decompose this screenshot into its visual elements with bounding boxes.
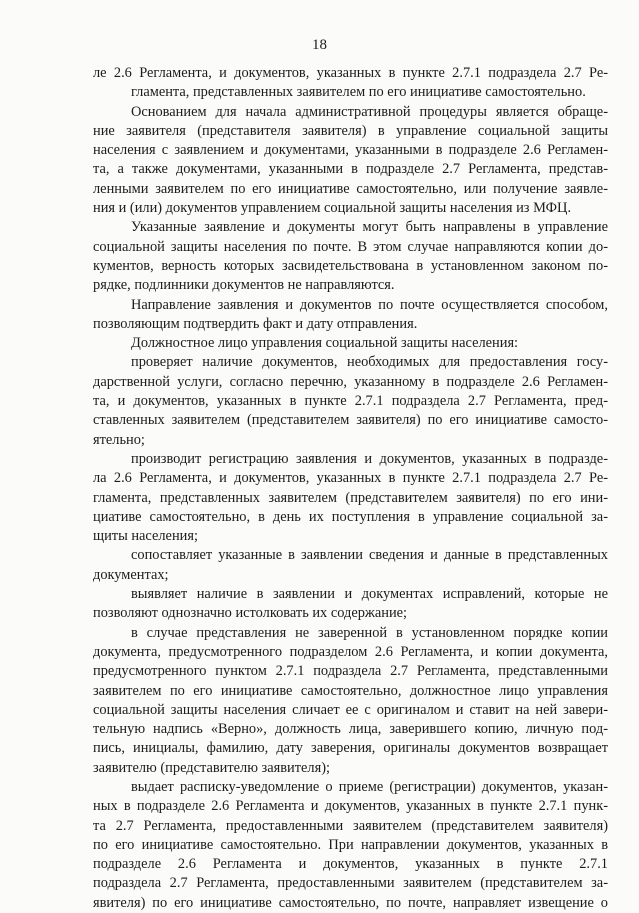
text-line: выявляет наличие в заявлении и документах исправлений, которые не xyxy=(131,586,608,603)
text-line: предусмотренного пунктом 2.7.1 подраздела 2.7 Регламента, представленными xyxy=(93,663,608,680)
text-line: ставленных заявителем (представителем заявителя) по его инициативе самосто- xyxy=(93,412,608,429)
text-line: документах; xyxy=(93,566,169,583)
text-line: циативе самостоятельно, в день их поступления в управление социальной за- xyxy=(93,508,608,525)
text-line: та, а также документами, указанными в подразделе 2.7 Регламента, представ- xyxy=(93,161,608,178)
text-line: заявителю (представителю заявителя); xyxy=(93,759,330,776)
text-line: Основанием для начала административной процедуры является обраще- xyxy=(131,103,608,120)
text-line: пись, инициалы, фамилию, дату заверения, оригиналы документов возвращает xyxy=(93,740,608,757)
text-line: выдает расписку-уведомление о приеме (регистрации) документов, указан- xyxy=(131,778,608,795)
text-line: ных в подразделе 2.6 Регламента и документов, указанных в пункте 2.7.1 пунк- xyxy=(93,798,608,815)
text-line: ятельно; xyxy=(93,431,145,448)
text-line: документа, предусмотренного подразделом 2.6 Регламента, и копии документа, xyxy=(93,643,608,660)
text-line: проверяет наличие документов, необходимых для предоставления госу- xyxy=(131,354,608,371)
text-line: социальной защиты населения сличает ее с оригиналом и ставит на ней завери- xyxy=(93,701,608,718)
text-line: ла 2.6 Регламента, и документов, указанных в пункте 2.7.1 подраздела 2.7 Ре- xyxy=(93,470,608,487)
text-line: ленными заявителем по его инициативе самостоятельно, или получение заявле- xyxy=(93,180,608,197)
text-line: дарственной услуги, согласно перечню, указанному в подразделе 2.6 Регламен- xyxy=(93,373,608,390)
text-line: та 2.7 Регламента, предоставленными заявителем (представителем заявителя) xyxy=(93,817,608,834)
text-line: гламента, представленных заявителем по его инициативе самостоятельно. xyxy=(131,84,586,101)
text-line: в случае представления не заверенной в установленном порядке копии xyxy=(131,624,608,641)
text-line: ния и (или) документов управлением социальной защиты населения из МФЦ. xyxy=(93,200,572,217)
text-line: заявителем по его инициативе самостоятельно, должностное лицо управления xyxy=(93,682,608,699)
text-line: позволяющим подтвердить факт и дату отправления. xyxy=(93,315,418,332)
text-line: населения с заявлением и документами, указанными в подразделе 2.6 Регламен- xyxy=(93,142,608,159)
text-line: ние заявителя (представителя заявителя) в управление социальной защиты xyxy=(93,122,608,139)
text-line: производит регистрацию заявления и документов, указанных в подразде- xyxy=(131,450,608,467)
text-line: по его инициативе самостоятельно. При направлении документов, указанных в xyxy=(93,836,608,853)
text-line: кументов, верность которых засвидетельствована в установленном законом по- xyxy=(93,257,608,274)
text-line: гламента, представленных заявителем (представителем заявителя) по его ини- xyxy=(93,489,608,506)
text-line: явителя) по его инициативе самостоятельно, по почте, направляет извещение о xyxy=(93,894,608,911)
text-line: подразделе 2.6 Регламента и документов, указанных в пункте 2.7.1 xyxy=(93,856,608,873)
text-line: та, и документов, указанных в пункте 2.7.1 подраздела 2.7 Регламента, пред- xyxy=(93,393,608,410)
text-line: позволяют однозначно истолковать их содержание; xyxy=(93,605,408,622)
text-line: подраздела 2.7 Регламента, предоставленными заявителем (представителем за- xyxy=(93,875,608,892)
text-line: тельную надпись «Верно», должность лица, заверившего копию, личную под- xyxy=(93,721,608,738)
text-line: рядке, подлинники документов не направляются. xyxy=(93,277,395,294)
text-line: ле 2.6 Регламента, и документов, указанных в пункте 2.7.1 подраздела 2.7 Ре- xyxy=(93,65,608,81)
text-line: Направление заявления и документов по почте осуществляется способом, xyxy=(131,296,608,313)
text-line: щиты населения; xyxy=(93,528,198,545)
text-line: сопоставляет указанные в заявлении сведения и данные в представленных xyxy=(131,547,608,564)
text-line: социальной защиты населения по почте. В этом случае направляются копии до- xyxy=(93,238,608,255)
document-body xyxy=(93,64,608,913)
page-number: 18 xyxy=(312,37,327,53)
text-line: Указанные заявление и документы могут быть направлены в управление xyxy=(131,219,608,236)
text-line: Должностное лицо управления социальной защиты населения: xyxy=(131,335,519,352)
